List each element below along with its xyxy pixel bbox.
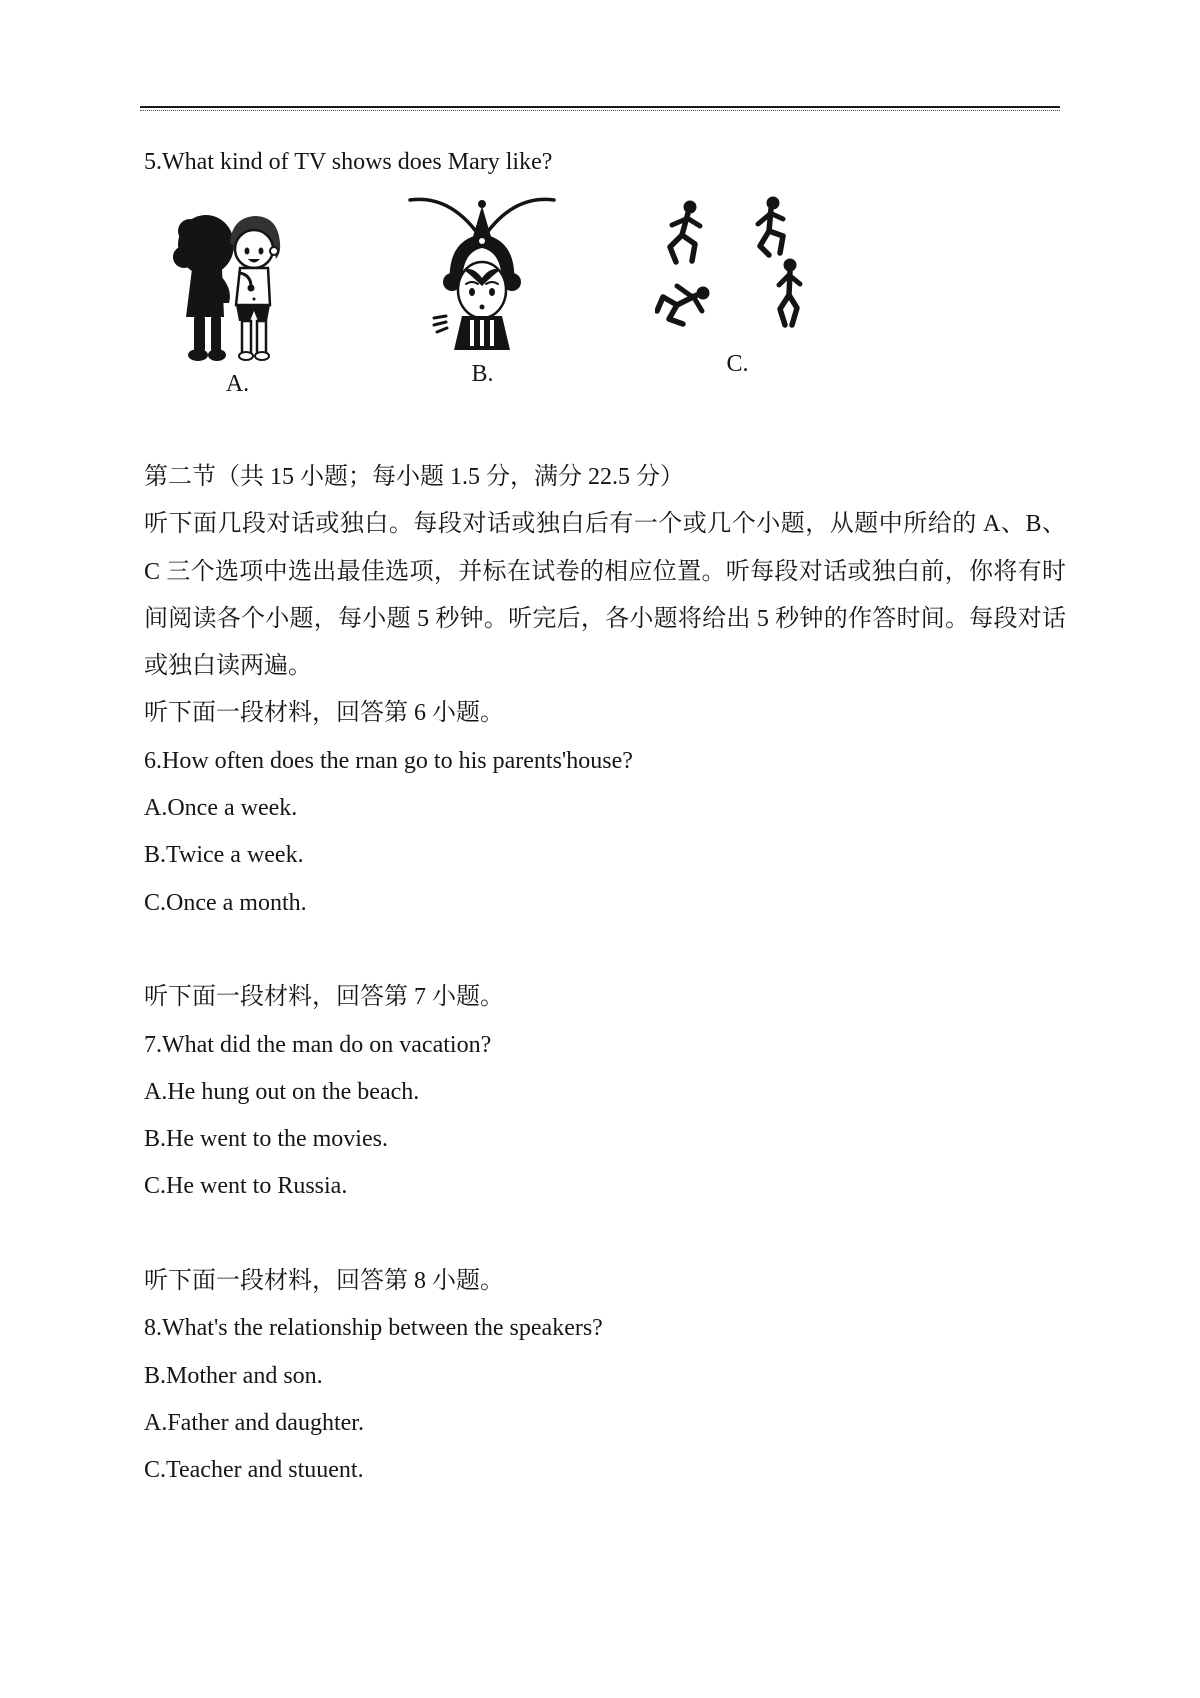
- opera-feather-right: [482, 199, 554, 240]
- audio-prompt-q6: 听下面一段材料，回答第 6 小题。: [144, 700, 504, 727]
- choice-a-figure: [170, 205, 305, 397]
- runner-top-left: [670, 201, 700, 263]
- instructions-line-2: C 三个选项中选出最佳选项，并标在试卷的相应位置。听每段对话或独白前，你将有时: [144, 558, 1066, 585]
- opera-mask-image: [400, 190, 565, 355]
- question-8-option-b: B.Mother and son.: [144, 1362, 323, 1389]
- choice-a-label: A.: [225, 371, 250, 397]
- section-heading: 第二节（共 15 小题；每小题 1.5 分，满分 22.5 分）: [144, 464, 684, 490]
- listening-section-2: [144, 454, 1066, 1495]
- runner-top-right: [758, 197, 783, 256]
- question-8-option-c: C.Teacher and stuuent.: [144, 1457, 364, 1484]
- question-5-picture-choices: [0, 190, 1200, 400]
- question-7-option-c: C.He went to Russia.: [144, 1173, 348, 1200]
- question-6-option-b: B.Twice a week.: [144, 842, 304, 869]
- question-6-option-c: C.Once a month.: [144, 889, 307, 916]
- instructions-line-4: 或独白读两遍。: [144, 653, 312, 680]
- running-athletes-image: [655, 195, 820, 345]
- question-8-text: 8.What's the relationship between the speakers?: [144, 1315, 603, 1342]
- audio-prompt-q7: 听下面一段材料，回答第 7 小题。: [144, 984, 504, 1011]
- dark-child-silhouette: [173, 215, 234, 361]
- question-6-text: 6.How often does the rnan go to his parents'house?: [144, 747, 633, 774]
- question-5-text: 5.What kind of TV shows does Mary like?: [144, 149, 553, 175]
- instructions-line-3: 间阅读各个小题，每小题 5 秒钟。听完后，各小题将给出 5 秒钟的作答时间。每段对话: [144, 605, 1066, 632]
- choice-b-label: B.: [471, 361, 494, 387]
- question-7-option-b: B.He went to the movies.: [144, 1126, 388, 1153]
- runner-bottom-right: [779, 259, 800, 326]
- header-rule: [140, 106, 1060, 111]
- audio-prompt-q8: 听下面一段材料，回答第 8 小题。: [144, 1268, 504, 1295]
- question-7-text: 7.What did the man do on vacation?: [144, 1031, 492, 1058]
- runner-bottom-left: [657, 286, 710, 324]
- cartoon-children-image: [170, 205, 305, 365]
- question-6-option-a: A.Once a week.: [144, 795, 298, 822]
- choice-c-figure: [655, 195, 820, 377]
- opera-feather-left: [410, 199, 482, 240]
- choice-c-label: C.: [726, 351, 749, 377]
- choice-b-figure: [400, 190, 565, 387]
- outlined-boy: [230, 216, 280, 360]
- question-8-option-a: A.Father and daughter.: [144, 1409, 364, 1436]
- instructions-line-1: 听下面几段对话或独白。每段对话或独白后有一个或几个小题，从题中所给的 A、B、: [144, 511, 1066, 538]
- question-7-option-a: A.He hung out on the beach.: [144, 1078, 420, 1105]
